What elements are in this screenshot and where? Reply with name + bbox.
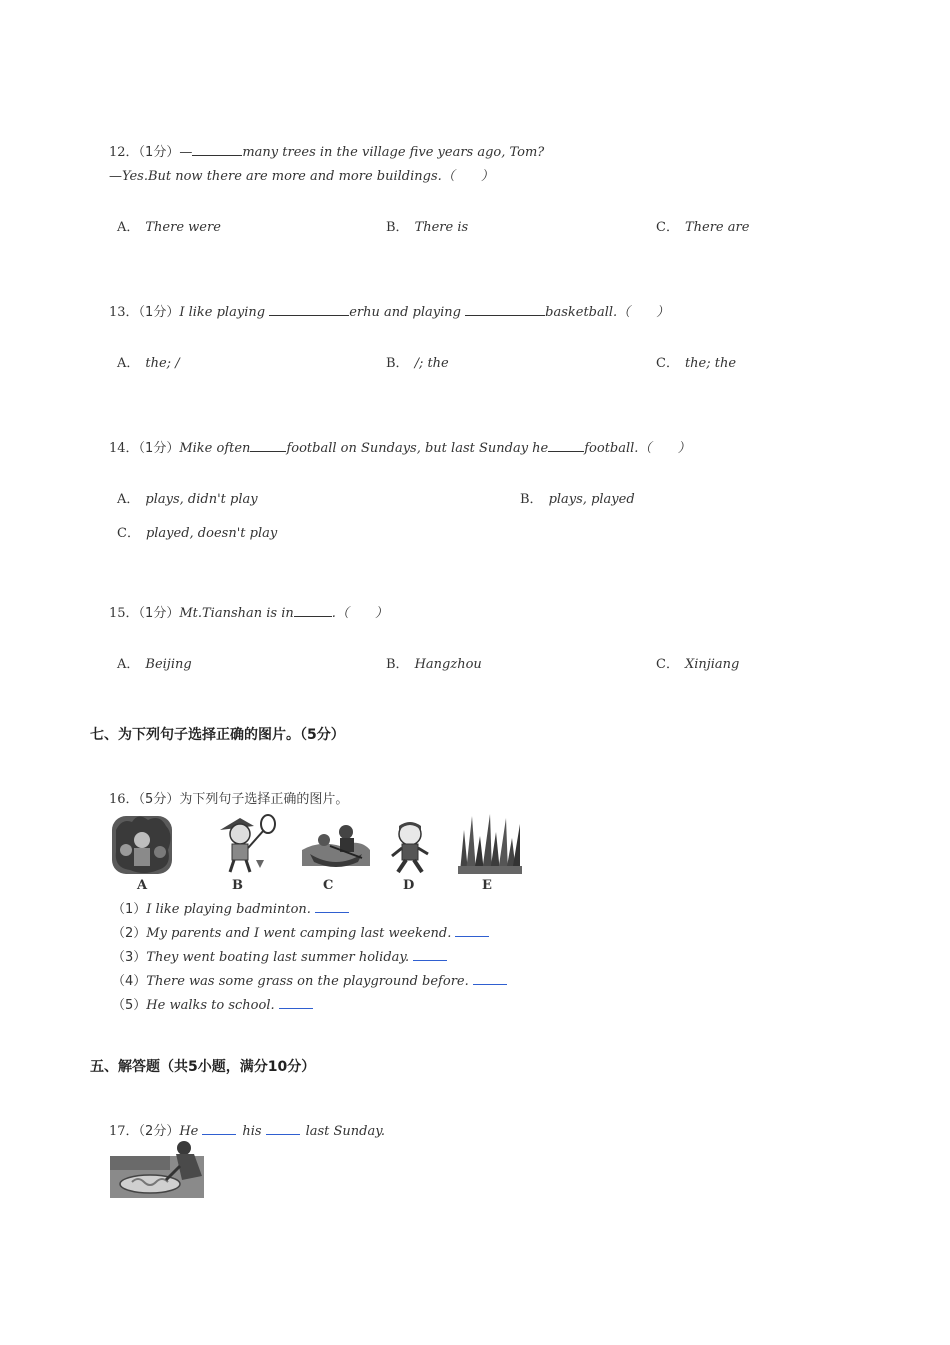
answer-blank [250,440,286,452]
answer-blank [192,144,242,156]
question-17-image [110,1140,204,1198]
option-a[interactable] [117,352,180,371]
question-number: 15． [109,606,139,621]
dash: — [179,145,193,160]
option-label: C． [656,356,679,371]
option-a[interactable] [117,216,221,235]
option-b[interactable] [386,216,468,235]
option-b[interactable] [386,352,449,371]
sub-item-number: （2） [112,926,147,941]
question-text: Mt.Tianshan is in [179,606,294,621]
picture-d-image [386,820,436,886]
option-b[interactable] [520,488,635,507]
answer-blank[interactable] [473,972,507,985]
question-17-line1 [109,1120,385,1139]
question-score: （2分） [138,1124,180,1139]
question-score: （1分） [138,606,180,621]
option-label: A． [117,657,140,672]
question-16-line1 [109,788,348,807]
picture-b-image [210,810,280,876]
picture-e-image [458,810,522,876]
question-text: football.（ ） [584,441,691,456]
option-c[interactable] [656,216,749,235]
sub-item-text: They went boating last summer holiday. [146,950,410,965]
sub-item-number: （4） [112,974,147,989]
sub-item-text: I like playing badminton. [146,902,311,917]
question-text: He [179,1124,199,1139]
question-text: many trees in the village five years ago, Tom? [242,145,545,160]
option-label: B． [386,356,409,371]
answer-blank [269,304,349,316]
picture-c-image [300,810,372,876]
answer-blank[interactable] [279,996,313,1009]
question-instruction: 为下列句子选择正确的图片。 [179,792,349,807]
option-c[interactable] [656,653,739,672]
question-number: 14． [109,441,139,456]
picture-label-c: C [323,878,334,893]
question-12-line2: —Yes.But now there are more and more buildings.（ ） [109,169,494,184]
answer-blank[interactable] [202,1122,236,1135]
sub-item-text: There was some grass on the playground before. [146,974,469,989]
question-score: （5分） [138,792,180,807]
picture-label-b: B [232,878,243,893]
question-number: 16． [109,792,139,807]
option-text: Hangzhou [414,657,482,672]
sub-item-2 [112,922,489,941]
picture-label-a: A [137,878,148,893]
question-text: .（ ） [331,606,388,621]
option-label: C． [117,526,140,541]
picture-label-e: E [482,878,492,893]
option-text: There are [684,220,750,235]
question-text: basketball.（ ） [545,305,670,320]
option-label: B． [386,657,409,672]
question-text: erhu and playing [349,305,461,320]
answer-blank[interactable] [455,924,489,937]
picture-strip [108,810,528,896]
answer-blank[interactable] [413,948,447,961]
sub-item-number: （3） [112,950,147,965]
question-number: 13． [109,305,139,320]
answer-blank[interactable] [315,900,349,913]
question-score: （1分） [138,145,180,160]
sub-item-number: （5） [112,998,147,1013]
option-label: B． [520,492,543,507]
option-label: B． [386,220,409,235]
answer-blank [294,605,332,617]
sub-item-text: My parents and I went camping last weekend. [146,926,452,941]
question-14-line1 [109,437,690,456]
option-text: There were [145,220,221,235]
option-label: A． [117,356,140,371]
sub-item-3 [112,946,447,965]
question-15-line1 [109,602,388,621]
section-heading: 五、解答题（共5小题，满分10分） [90,1059,316,1075]
picture-label-d: D [403,878,415,893]
option-text: There is [414,220,469,235]
question-number: 12． [109,145,139,160]
answer-blank[interactable] [266,1122,300,1135]
question-13-line1 [109,301,669,320]
question-text: Mike often [179,441,251,456]
question-text: last Sunday. [305,1124,385,1139]
option-b[interactable] [386,653,482,672]
question-text: football on Sundays, but last Sunday he [286,441,549,456]
option-text: the; the [684,356,737,371]
question-score: （1分） [138,305,180,320]
option-c[interactable] [117,522,277,541]
answer-blank [548,440,584,452]
picture-a-image [108,810,178,876]
question-text: his [242,1124,262,1139]
sub-item-4 [112,970,507,989]
option-text: the; / [145,356,180,371]
question-12-line1 [109,141,544,160]
option-a[interactable] [117,653,192,672]
question-text: I like playing [179,305,266,320]
sub-item-number: （1） [112,902,147,917]
option-text: played, doesn't play [145,526,278,541]
answer-blank [465,304,545,316]
option-text: plays, didn't play [145,492,258,507]
option-label: A． [117,220,140,235]
option-label: C． [656,220,679,235]
option-a[interactable] [117,488,258,507]
option-c[interactable] [656,352,736,371]
sub-item-5 [112,994,313,1013]
option-text: Xinjiang [684,657,740,672]
sub-item-1 [112,898,349,917]
option-label: A． [117,492,140,507]
option-label: C． [656,657,679,672]
sub-item-text: He walks to school. [146,998,275,1013]
option-text: /; the [414,356,449,371]
option-text: plays, played [548,492,635,507]
section-heading: 七、为下列句子选择正确的图片。（5分） [90,727,345,743]
question-number: 17． [109,1124,139,1139]
question-score: （1分） [138,441,180,456]
option-text: Beijing [145,657,192,672]
